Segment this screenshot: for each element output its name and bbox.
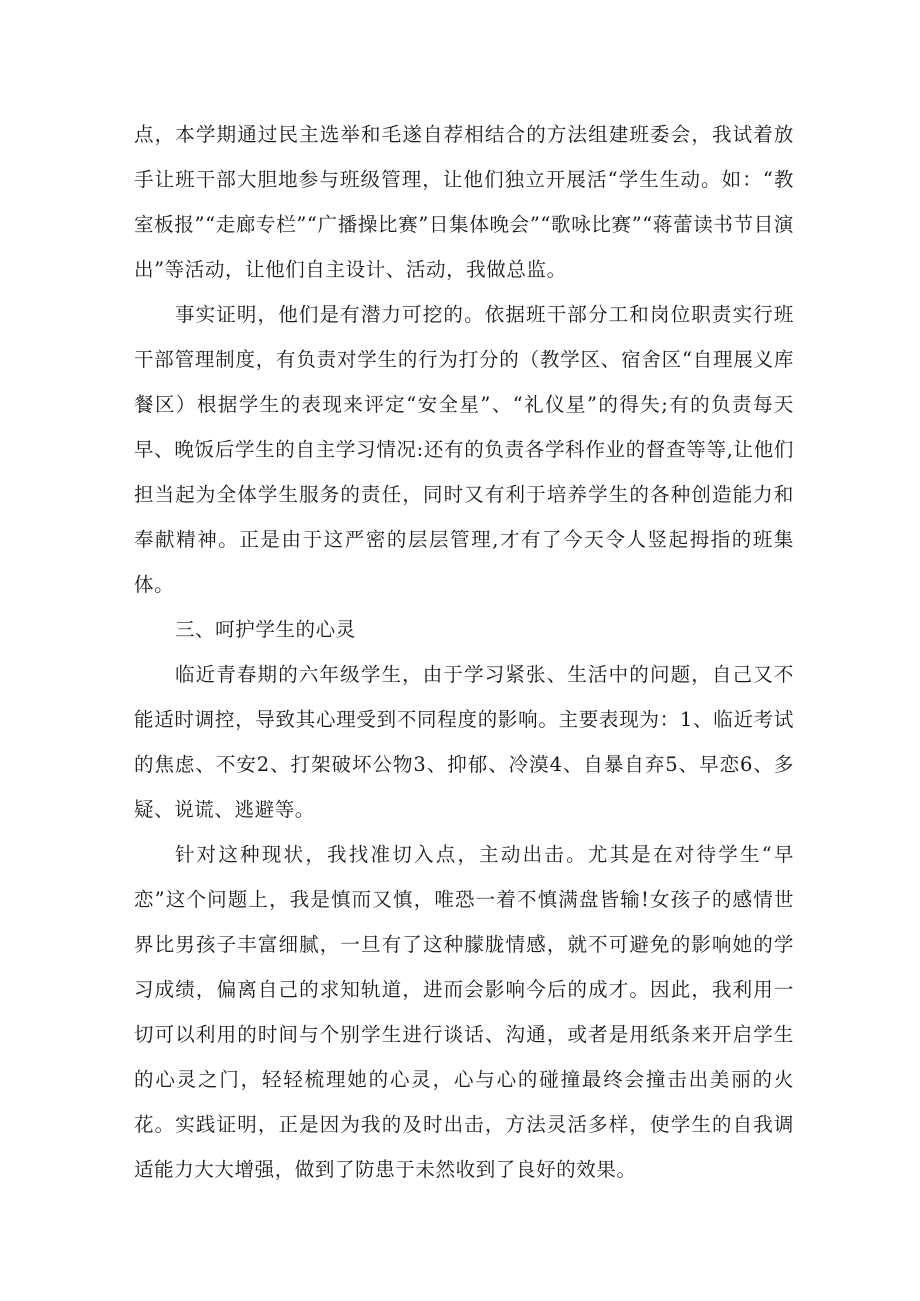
paragraph-adolescence: 临近青春期的六年级学生，由于学习紧张、生活中的问题，自己又不能适时调控，导致其心理受到不同程度的影响。主要表现为：1、临近考试的焦虑、不安2、打架破坏公物3、抑郁、冷漠4、自暴自弃5、早恋6、多疑、说谎、逃避等。 xyxy=(134,663,794,821)
document-body xyxy=(134,112,794,1192)
paragraph-class-committee: 点，本学期通过民主选举和毛遂自荐相结合的方法组建班委会，我试着放手让班干部大胆地参与班级管理，让他们独立开展活“学生生动。如：“教室板报”“走廊专栏”“广播操比赛”日集体晚会”“歌咏比赛”“蒋蕾读书节目演出”等活动，让他们自主设计、活动，我做总监。 xyxy=(134,123,794,281)
paragraph-facts-prove: 事实证明，他们是有潜力可挖的。依据班干部分工和岗位职责实行班干部管理制度，有负责对学生的行为打分的（教学区、宿舍区“自理展义库餐区）根据学生的表现来评定“安全星”、“礼仪星”的得失;有的负责每天早、晚饭后学生的自主学习情况:还有的负责各学科作业的督查等等,让他们担当起为全体学生服务的责任，同时又有利于培养学生的各种创造能力和奉献精神。正是由于这严密的层层管理,才有了今天令人竖起拇指的班集体。 xyxy=(134,303,794,596)
section-heading-three: 三、呵护学生的心灵 xyxy=(174,618,356,641)
paragraph-approach: 针对这种现状，我找准切入点，主动出击。尤其是在对待学生“早恋”这个问题上，我是慎而又慎，唯恐一着不慎满盘皆输!女孩子的感情世界比男孩子丰富细腻，一旦有了这种朦胧情感，就不可避免的影响她的学习成绩，偏离自己的求知轨道，进而会影响今后的成才。因此，我利用一切可以利用的时间与个别学生进行谈话、沟通，或者是用纸条来开启学生的心灵之门，轻轻梳理她的心灵，心与心的碰撞最终会撞击出美丽的火花。实践证明，正是因为我的及时出击，方法灵活多样，使学生的自我调适能力大大增强，做到了防患于未然收到了良好的效果。 xyxy=(134,843,794,1181)
